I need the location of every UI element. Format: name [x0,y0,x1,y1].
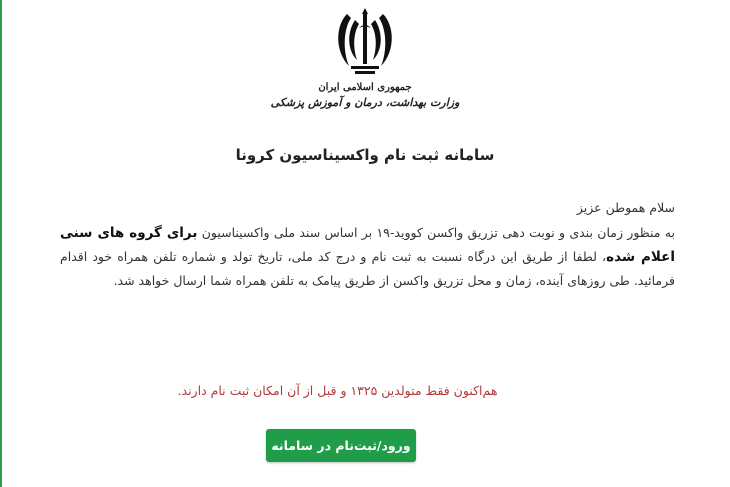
login-register-button[interactable]: ورود/ثبت‌نام در سامانه [266,429,416,462]
page-title: سامانه ثبت نام واکسیناسیون کرونا [235,146,495,164]
ministry-caption: وزارت بهداشت، درمان و آموزش پزشکی [270,96,460,109]
intro-paragraph-part2: ، لطفا از طریق این درگاه نسبت به ثبت نام و درج کد ملی، تاریخ تولد و شماره تلفن همراه خود اقدام فرمائید. طی روزهای آینده، زمان و محل تزریق واکسن از طریق پیامک به تلفن همراه شما ارسال خواهد شد. [60,249,675,288]
intro-content [60,196,675,292]
iran-emblem-icon [333,8,397,78]
greeting-text: سلام هموطن عزیز [576,200,675,215]
intro-paragraph-part1: به منظور زمان بندی و نوبت دهی تزریق واکسن کووید-۱۹ بر اساس سند ملی واکسیناسیون [201,225,675,240]
country-caption: جمهوری اسلامی ایران [318,82,412,93]
eligibility-notice: هم‌اکنون فقط متولدین ۱۳۲۵ و قبل از آن امکان ثبت نام دارند. [177,383,498,398]
header [0,8,730,109]
intro-paragraph [60,221,675,292]
intro-paragraph-emphasis: برای گروه های سنی اعلام شده [60,225,675,265]
